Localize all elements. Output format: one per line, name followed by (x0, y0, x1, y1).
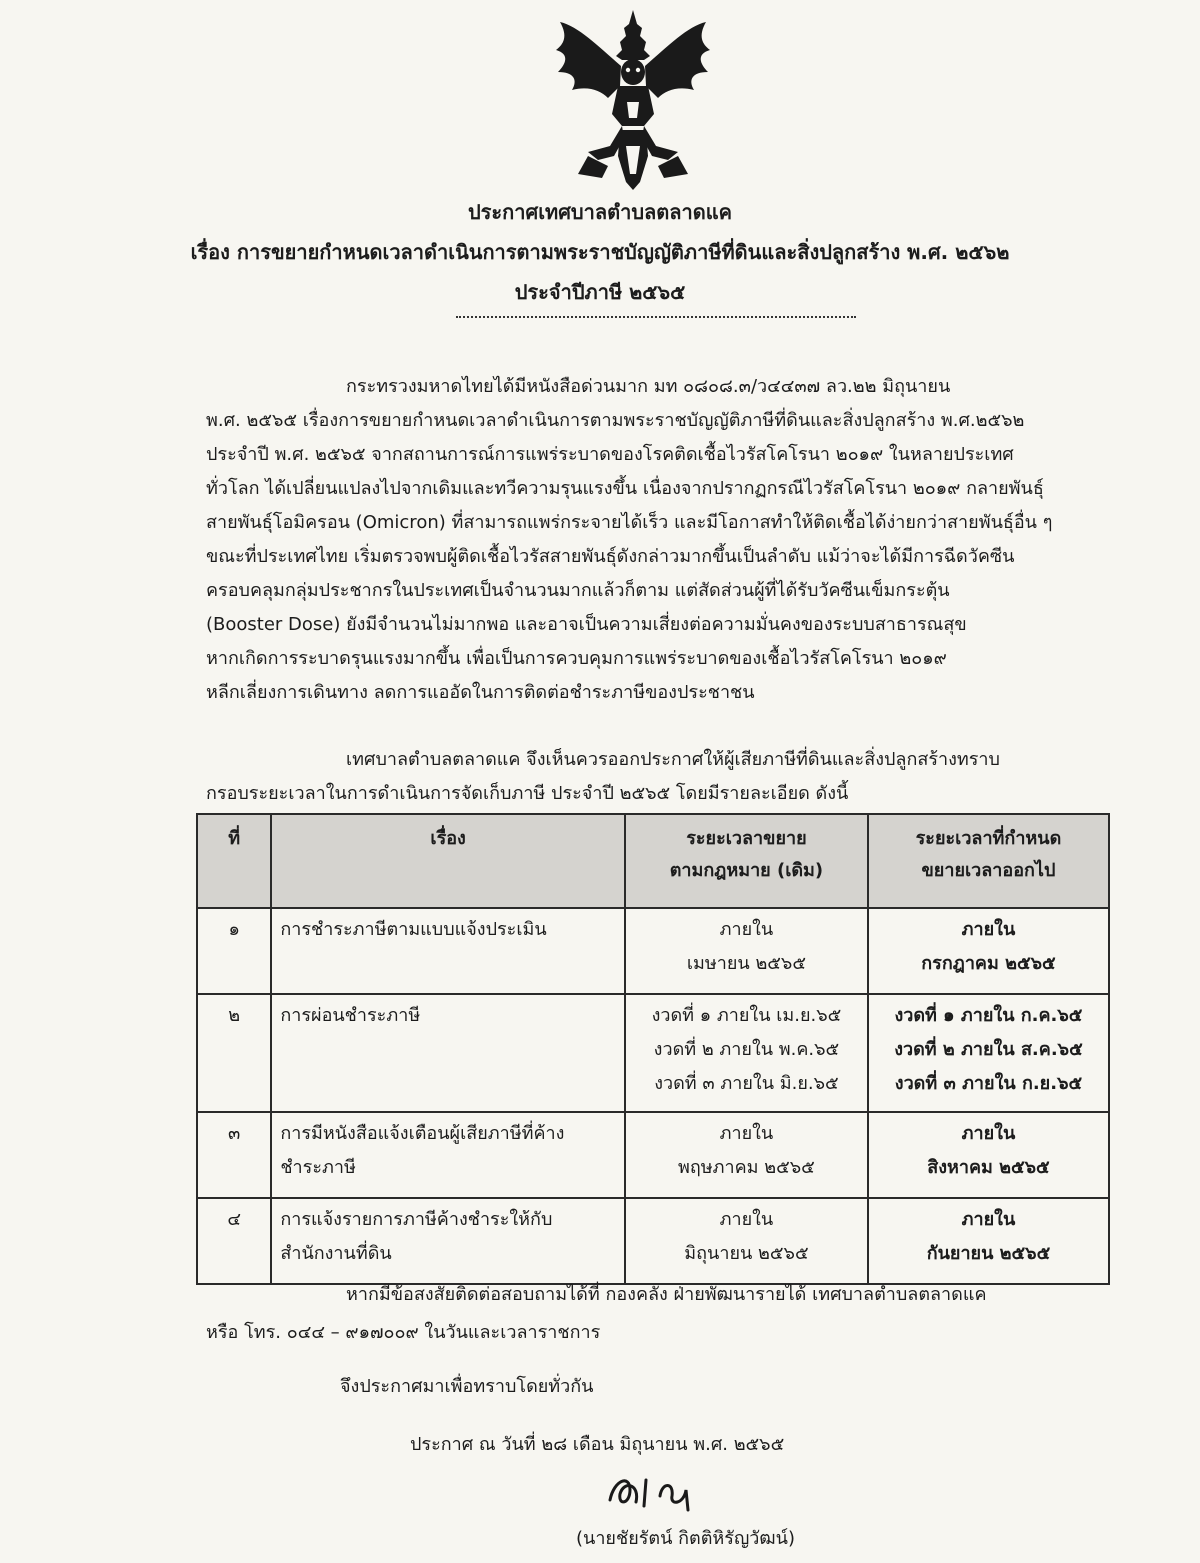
table-header-row (197, 814, 1109, 908)
row-no: ๑ (197, 908, 271, 994)
table-row (197, 1112, 1109, 1198)
row-topic-line: การแจ้งรายการภาษีค้างชำระให้กับ (280, 1209, 553, 1230)
row-original-line: งวดที่ ๒ ภายใน พ.ค.๖๕ (653, 1039, 840, 1060)
dotted-divider (456, 316, 856, 318)
row-original-line: เมษายน ๒๕๖๕ (686, 953, 806, 974)
signature-image (600, 1460, 730, 1520)
row-original-line: งวดที่ ๑ ภายใน เม.ย.๖๕ (651, 1005, 842, 1026)
body-line: กระทรวงมหาดไทยได้มีหนังสือด่วนมาก มท ๐๘๐๘.๓/ว๔๔๓๗ ลว.๒๒ มิถุนายน (346, 376, 951, 397)
row-no: ๔ (197, 1198, 271, 1284)
table-row (197, 994, 1109, 1112)
header-no: ที่ (197, 814, 271, 908)
announcement-subject: เรื่อง การขยายกำหนดเวลาดำเนินการตามพระราชบัญญัติภาษีที่ดินและสิ่งปลูกสร้าง พ.ศ. ๒๕๖๒ (190, 240, 1010, 264)
row-original-line: มิถุนายน ๒๕๖๕ (684, 1243, 809, 1264)
date-line: ประกาศ ณ วันที่ ๒๘ เดือน มิถุนายน พ.ศ. ๒๕๖๕ (410, 1434, 785, 1455)
body-line: ประจำปี พ.ศ. ๒๕๖๕ จากสถานการณ์การแพร่ระบาดของโรคติดเชื้อไวรัสโคโรนา ๒๐๑๙ ในหลายประเทศ (206, 444, 1014, 465)
row-topic-line: การมีหนังสือแจ้งเตือนผู้เสียภาษีที่ค้าง (280, 1123, 565, 1144)
row-extended (868, 908, 1109, 994)
schedule-table (196, 813, 1110, 1285)
body-line: กรอบระยะเวลาในการดำเนินการจัดเก็บภาษี ประจำปี ๒๕๖๕ โดยมีรายละเอียด ดังนี้ (206, 783, 849, 804)
body-line: หากเกิดการระบาดรุนแรงมากขึ้น เพื่อเป็นการควบคุมการแพร่ระบาดของเชื้อไวรัสโคโรนา ๒๐๑๙ (206, 648, 947, 669)
row-topic (271, 908, 625, 994)
contact-line-1: หากมีข้อสงสัยติดต่อสอบถามได้ที่ กองคลัง ฝ่ายพัฒนารายได้ เทศบาลตำบลตลาดแค (346, 1284, 987, 1305)
row-original-line: พฤษภาคม ๒๕๖๕ (678, 1157, 815, 1178)
row-original (625, 1112, 868, 1198)
row-original-line: งวดที่ ๓ ภายใน มิ.ย.๖๕ (654, 1073, 839, 1094)
table-row (197, 1198, 1109, 1284)
row-topic-line: การผ่อนชำระภาษี (280, 1005, 421, 1026)
body-line: เทศบาลตำบลตลาดแค จึงเห็นควรออกประกาศให้ผู้เสียภาษีที่ดินและสิ่งปลูกสร้างทราบ (346, 749, 1000, 770)
row-original (625, 908, 868, 994)
row-original (625, 994, 868, 1112)
table-row (197, 908, 1109, 994)
row-topic (271, 1198, 625, 1284)
announcement-tax-year: ประจำปีภาษี ๒๕๖๕ (514, 280, 686, 304)
row-topic (271, 1112, 625, 1198)
row-topic-line: การชำระภาษีตามแบบแจ้งประเมิน (280, 919, 547, 940)
closing-line: จึงประกาศมาเพื่อทราบโดยทั่วกัน (340, 1376, 594, 1397)
body-paragraph-1 (206, 370, 1118, 710)
body-line: สายพันธุ์โอมิครอน (Omicron) ที่สามารถแพร่กระจายได้เร็ว และมีโอกาสทำให้ติดเชื้อได้ง่ายกว่าสายพันธุ์อื่น ๆ (206, 512, 1053, 533)
header-extended-line: ขยายเวลาออกไป (921, 860, 1056, 881)
row-topic (271, 994, 625, 1112)
header-original (625, 814, 868, 908)
row-original-line: ภายใน (719, 919, 774, 940)
row-extended-line: สิงหาคม ๒๕๖๕ (927, 1157, 1050, 1178)
row-extended-line: กันยายน ๒๕๖๕ (926, 1243, 1051, 1264)
header-topic: เรื่อง (271, 814, 625, 908)
body-paragraph-2 (206, 743, 1118, 811)
body-line: หลีกเลี่ยงการเดินทาง ลดการแออัดในการติดต่อชำระภาษีของประชาชน (206, 682, 755, 703)
row-extended (868, 994, 1109, 1112)
contact-line-2: หรือ โทร. ๐๔๔ – ๙๑๗๐๐๙ ในวันและเวลาราชการ (206, 1322, 601, 1343)
header-extended-line: ระยะเวลาที่กำหนด (915, 828, 1062, 849)
signer-name: (นายชัยรัตน์ กิตติหิรัญวัฒน์) (576, 1528, 795, 1549)
row-extended-line: กรกฎาคม ๒๕๖๕ (921, 953, 1056, 974)
body-line: ขณะที่ประเทศไทย เริ่มตรวจพบผู้ติดเชื้อไวรัสสายพันธุ์ดังกล่าวมากขึ้นเป็นลำดับ แม้ว่าจะได้มีการฉีดวัคซีน (206, 546, 1015, 567)
row-no: ๒ (197, 994, 271, 1112)
header-original-line: ตามกฎหมาย (เดิม) (669, 860, 824, 881)
header-original-line: ระยะเวลาขยาย (686, 828, 807, 849)
header-extended (868, 814, 1109, 908)
row-original-line: ภายใน (719, 1123, 774, 1144)
body-line: (Booster Dose) ยังมีจำนวนไม่มากพอ และอาจเป็นความเสี่ยงต่อความมั่นคงของระบบสาธารณสุข (206, 614, 967, 635)
body-line: ทั่วโลก ได้เปลี่ยนแปลงไปจากเดิมและทวีความรุนแรงขึ้น เนื่องจากปรากฏกรณีไวรัสโคโรนา ๒๐๑๙ กลายพันธุ์ (206, 478, 1044, 499)
row-extended-line: งวดที่ ๑ ภายใน ก.ค.๖๕ (894, 1005, 1083, 1026)
row-extended-line: งวดที่ ๓ ภายใน ก.ย.๖๕ (894, 1073, 1083, 1094)
row-topic-line: สำนักงานที่ดิน (280, 1243, 392, 1264)
row-original-line: ภายใน (719, 1209, 774, 1230)
garuda-emblem-icon (548, 6, 718, 192)
row-extended (868, 1198, 1109, 1284)
body-line: พ.ศ. ๒๕๖๕ เรื่องการขยายกำหนดเวลาดำเนินการตามพระราชบัญญัติภาษีที่ดินและสิ่งปลูกสร้าง พ.ศ.๒๕๖๒ (206, 410, 1025, 431)
row-topic-line: ชำระภาษี (280, 1157, 356, 1178)
row-extended-line: ภายใน (961, 1209, 1016, 1230)
row-original (625, 1198, 868, 1284)
row-extended-line: ภายใน (961, 919, 1016, 940)
body-line: ครอบคลุมกลุ่มประชากรในประเทศเป็นจำนวนมากแล้วก็ตาม แต่สัดส่วนผู้ที่ได้รับวัคซีนเข็มกระตุ้น (206, 580, 950, 601)
row-extended-line: งวดที่ ๒ ภายใน ส.ค.๖๕ (894, 1039, 1083, 1060)
row-no: ๓ (197, 1112, 271, 1198)
announcement-title: ประกาศเทศบาลตำบลตลาดแค (467, 200, 732, 224)
row-extended (868, 1112, 1109, 1198)
row-extended-line: ภายใน (961, 1123, 1016, 1144)
